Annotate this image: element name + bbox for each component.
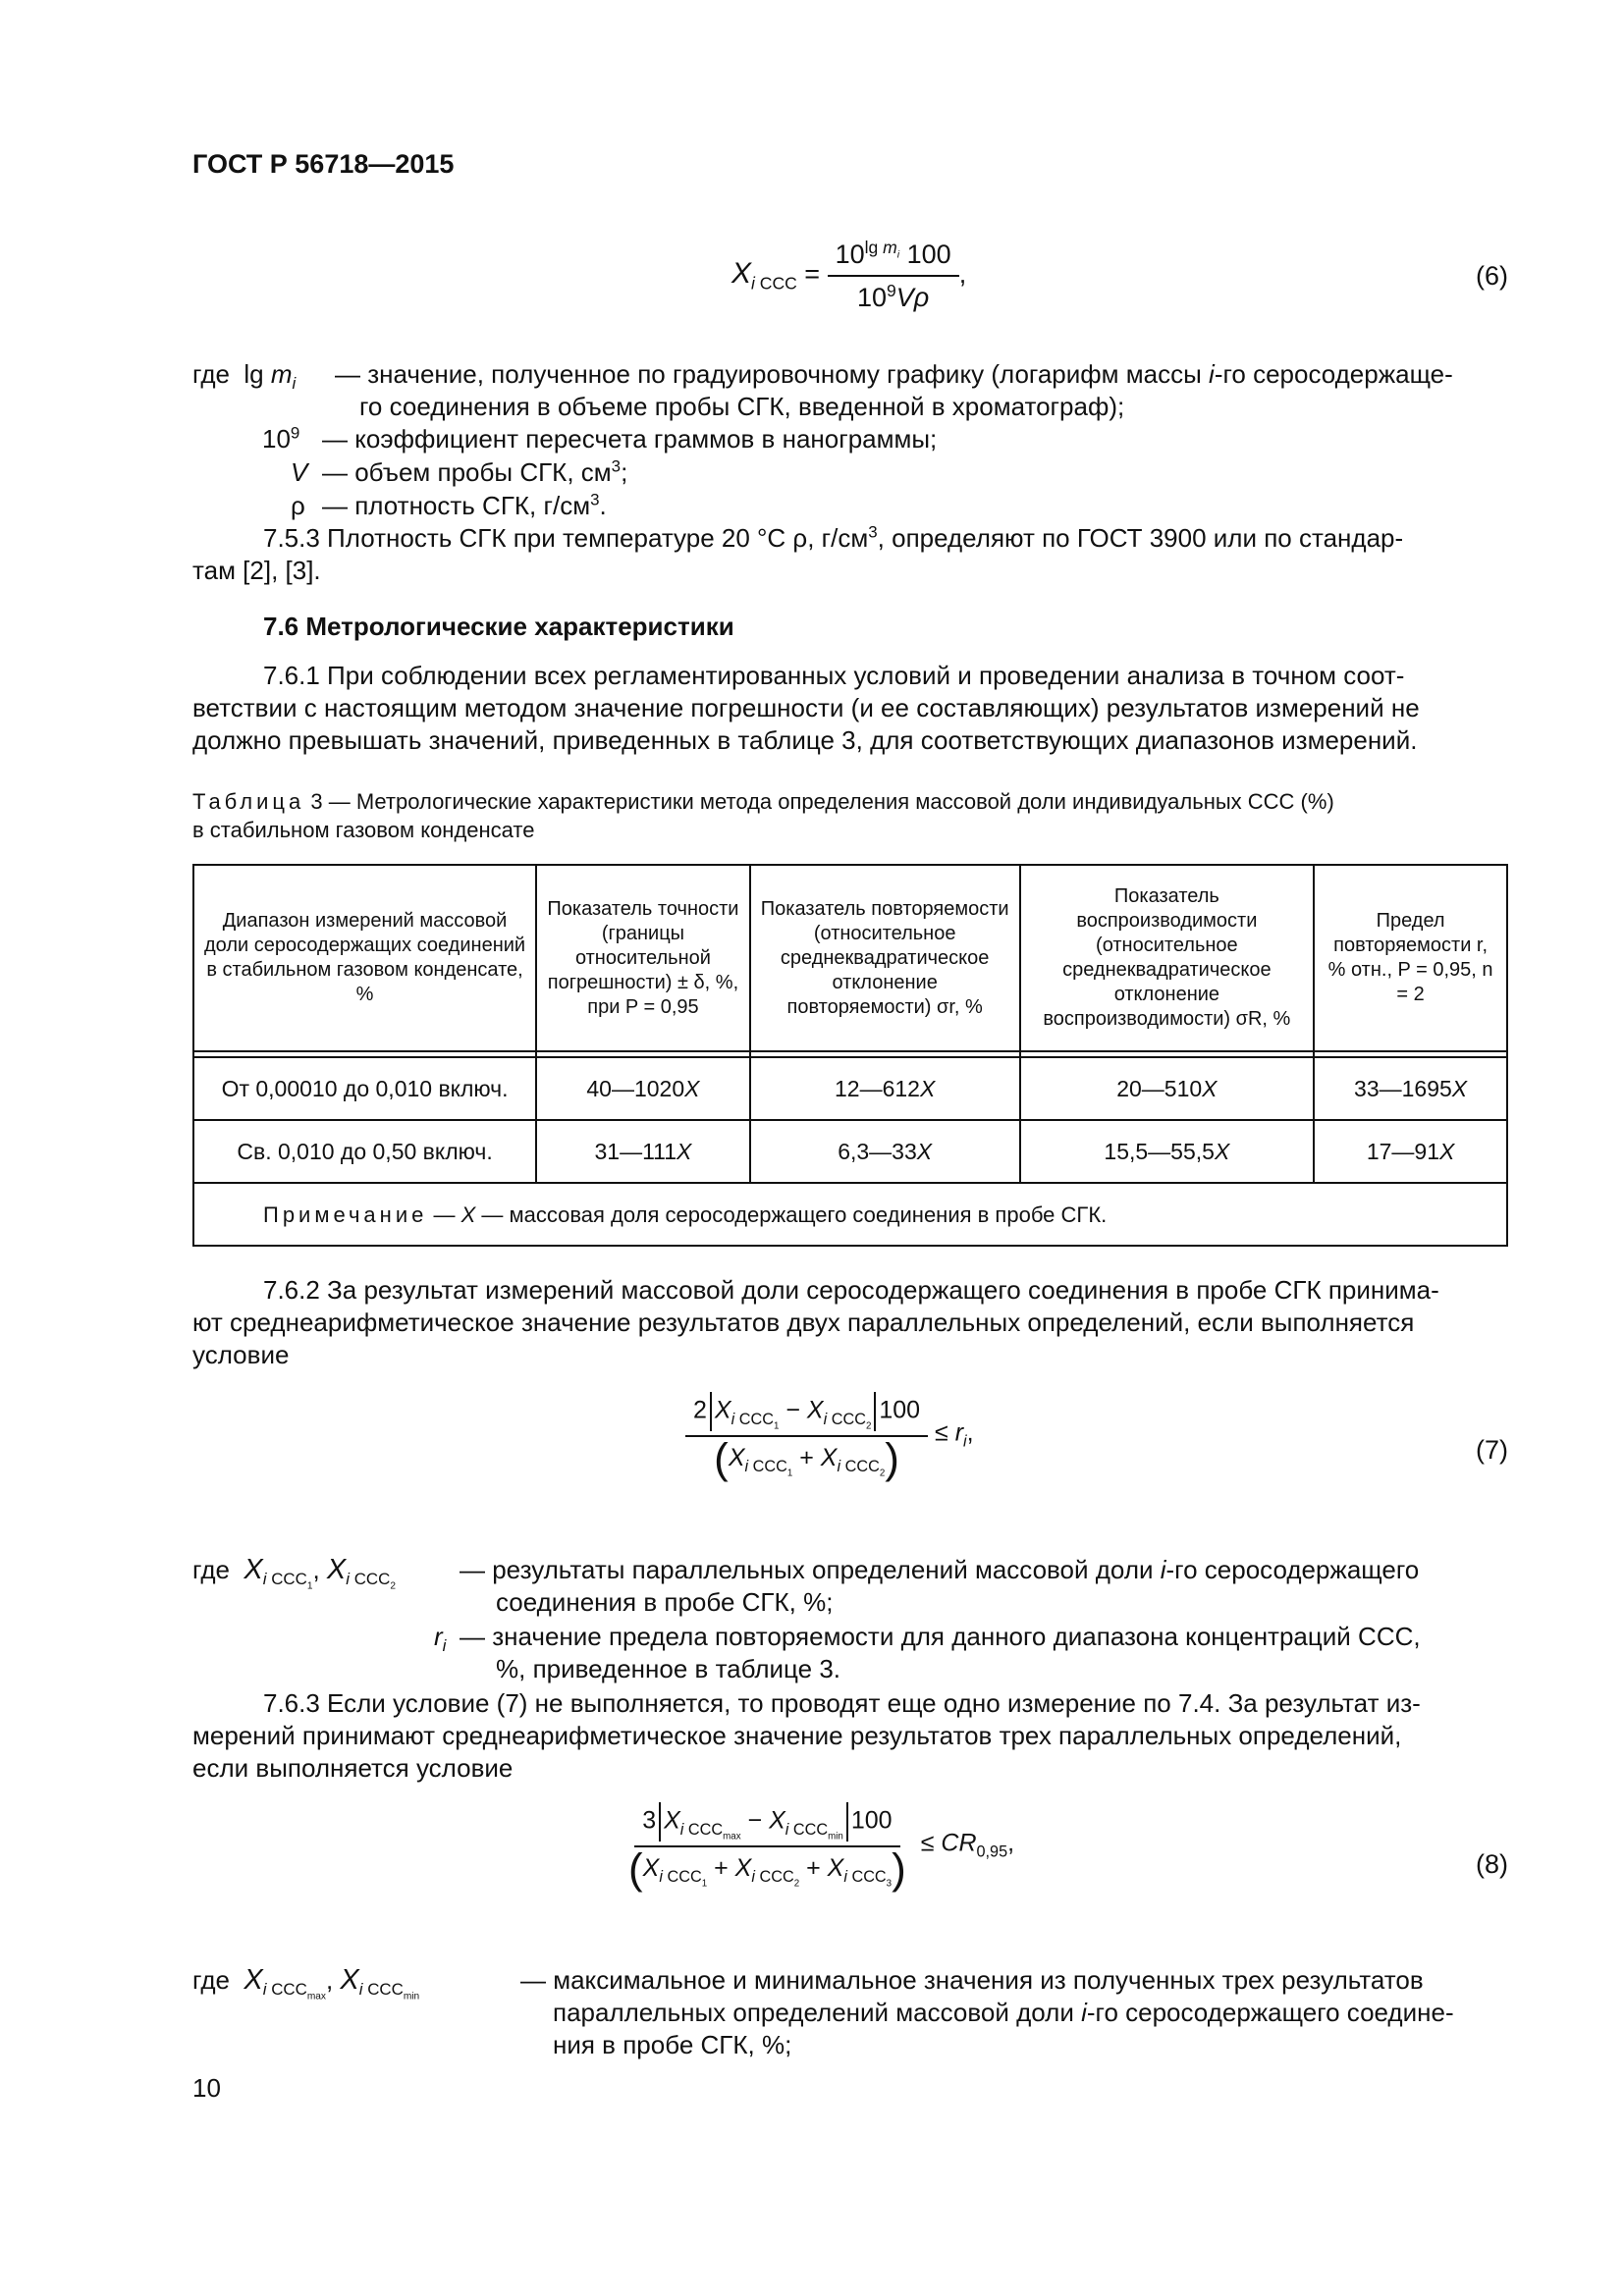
paragraph-7-6-1-line3: должно превышать значений, приведенных в таблице 3, для соответствующих диапазонов измерений.: [192, 725, 1418, 755]
formula-6-fraction: $\frac{10^{lg m_i} 100}{10^9V\rho}$: [828, 238, 959, 314]
table-3-caption: Таблица 3 — Метрологические характеристики метода определения массовой доли индивидуальных ССС (%): [192, 789, 1334, 814]
paragraph-7-6-3-line2: мерений принимают среднеарифметическое значение результатов трех параллельных определений,: [192, 1721, 1402, 1750]
cell-sR: 20—510X: [1020, 1057, 1315, 1120]
formula-6-lhs: X: [731, 257, 752, 291]
paragraph-7-5-3: 7.5.3 Плотность СГК при температуре 20 °С ρ, $г/см^3$, определяют по ГОСТ 3900 или по стандар-: [263, 522, 1404, 553]
defs6-v-symbol: V: [291, 457, 308, 487]
section-7-6-title: 7.6 Метрологические характеристики: [263, 612, 734, 641]
table-note: Примечание — X — массовая доля серосодержащего соединения в пробе СГК.: [193, 1183, 1507, 1246]
table-note-row: [193, 1183, 1507, 1246]
cell-r: 17—91X: [1314, 1120, 1507, 1183]
defs8-text1: — максимальное и минимальное значения из полученных трех результатов: [520, 1965, 1424, 1995]
cell-range: Св. 0,010 до 0,50 включ.: [193, 1120, 536, 1183]
document-header: ГОСТ Р 56718—2015: [192, 149, 455, 179]
header-reproducibility: Показатель воспроизводимости (относительное среднеквадратическое отклонение воспроизводимости) σR, %: [1020, 865, 1315, 1051]
defs6-v-text: — объем пробы СГК, $см^3$;: [322, 456, 628, 487]
defs7-r-symbol: $r_i$: [434, 1622, 447, 1656]
defs7-where: где $X_{i ССС_1}$, $X_{i ССС_2}$: [192, 1554, 396, 1592]
defs7-r-text2: %, приведенное в таблице 3.: [496, 1654, 841, 1683]
formula-8: $\frac{3 X_{i ССС_{max}} - X_{i ССС_{min}}100}{(X_{i ССС_1} + X_{i ССС_2} + X_{i ССС_3})}$ ≤ $CR_{0,95}$,: [621, 1802, 1014, 1886]
formula-8-fraction: $\frac{3 X_{i ССС_{max}} - X_{i ССС_{min}}100}{(X_{i ССС_1} + X_{i ССС_2} + X_{i ССС_3})}$: [621, 1802, 914, 1886]
equation-number-8: (8): [1476, 1849, 1508, 1879]
defs8-text3: ния в пробе СГК, %;: [553, 2030, 792, 2059]
paragraph-7-6-1-line2: ветствии с настоящим методом значение погрешности (и ее составляющих) результатов измерений не: [192, 693, 1420, 722]
metrology-table: [192, 864, 1508, 1247]
header-accuracy: Показатель точности (границы относительной погрешности) ± δ, %, при P = 0,95: [536, 865, 750, 1051]
defs7-x-text2: соединения в пробе СГК, %;: [496, 1587, 834, 1617]
cell-range: От 0,00010 до 0,010 включ.: [193, 1057, 536, 1120]
defs6-ten9: $10^9$: [262, 423, 300, 454]
page-number: 10: [192, 2073, 221, 2103]
formula-6: $X_{i ССС}$ = $\frac{10^{lg m_i} 100}{10^9V\rho}$ ,: [731, 238, 967, 312]
table-row: [193, 1120, 1507, 1183]
paragraph-7-6-2-line2: ют среднеарифметическое значение результатов двух параллельных определений, если выполняется: [192, 1308, 1415, 1337]
defs8-text2: параллельных определений массовой доли i-го серосодержащего соедине-: [553, 1998, 1454, 2027]
defs7-x-text1: — результаты параллельных определений массовой доли i-го серосодержащего: [460, 1555, 1420, 1584]
defs7-r-text1: — значение предела повторяемости для данного диапазона концентраций ССС,: [460, 1622, 1421, 1651]
defs6-lgmi-text: — значение, полученное по градуировочному графику (логарифм массы i-го серосодержаще-: [335, 359, 1453, 389]
table-header-row: [193, 865, 1507, 1051]
header-repeatability: Показатель повторяемости (относительное среднеквадратическое отклонение повторяемости) σr, %: [750, 865, 1020, 1051]
formula-7-fraction: $\frac{2 X_{i ССС_1} - X_{i ССС_2}100}{(X_{i ССС_1} + X_{i ССС_2})}$: [685, 1392, 928, 1475]
defs8-where: где $X_{i ССС_{max}}$, $X_{i ССС_{min}}$: [192, 1964, 420, 2002]
paragraph-7-6-3-line1: 7.6.3 Если условие (7) не выполняется, то проводят еще одно измерение по 7.4. За результат из-: [263, 1688, 1421, 1718]
header-range: Диапазон измерений массовой доли серосодержащих соединений в стабильном газовом конденсате, %: [193, 865, 536, 1051]
paragraph-7-6-1-line1: 7.6.1 При соблюдении всех регламентированных условий и проведении анализа в точном соот-: [263, 661, 1405, 690]
cell-delta: 31—111X: [536, 1120, 750, 1183]
header-limit: Предел повторяемости r, % отн., P = 0,95, n = 2: [1314, 865, 1507, 1051]
paragraph-7-6-2-line3: условие: [192, 1340, 290, 1369]
defs6-ten9-text: — коэффициент пересчета граммов в нанограммы;: [322, 424, 938, 454]
defs6-where: где $\lg m_i$: [192, 359, 297, 394]
defs6-rho-text: — плотность СГК, $г/см^3$.: [322, 490, 607, 520]
paragraph-7-6-3-line3: если выполняется условие: [192, 1753, 514, 1783]
defs6-rho-symbol: ρ: [291, 491, 305, 520]
cell-r: 33—1695X: [1314, 1057, 1507, 1120]
cell-sr: 12—612X: [750, 1057, 1020, 1120]
defs6-lgmi-text2: го соединения в объеме пробы СГК, введенной в хроматограф);: [359, 392, 1125, 421]
cell-sr: 6,3—33X: [750, 1120, 1020, 1183]
paragraph-7-6-2-line1: 7.6.2 За результат измерений массовой доли серосодержащего соединения в пробе СГК принима-: [263, 1275, 1439, 1305]
paragraph-7-5-3-line2: там [2], [3].: [192, 556, 321, 585]
cell-sR: 15,5—55,5X: [1020, 1120, 1315, 1183]
equation-number-6: (6): [1476, 261, 1508, 291]
equation-number-7: (7): [1476, 1435, 1508, 1465]
formula-7: $\frac{2 X_{i ССС_1} - X_{i ССС_2}100}{(X_{i ССС_1} + X_{i ССС_2})}$ ≤ $r_i$,: [685, 1392, 974, 1475]
cell-delta: 40—1020X: [536, 1057, 750, 1120]
table-3-caption-line2: в стабильном газовом конденсате: [192, 818, 535, 842]
table-row: [193, 1057, 1507, 1120]
